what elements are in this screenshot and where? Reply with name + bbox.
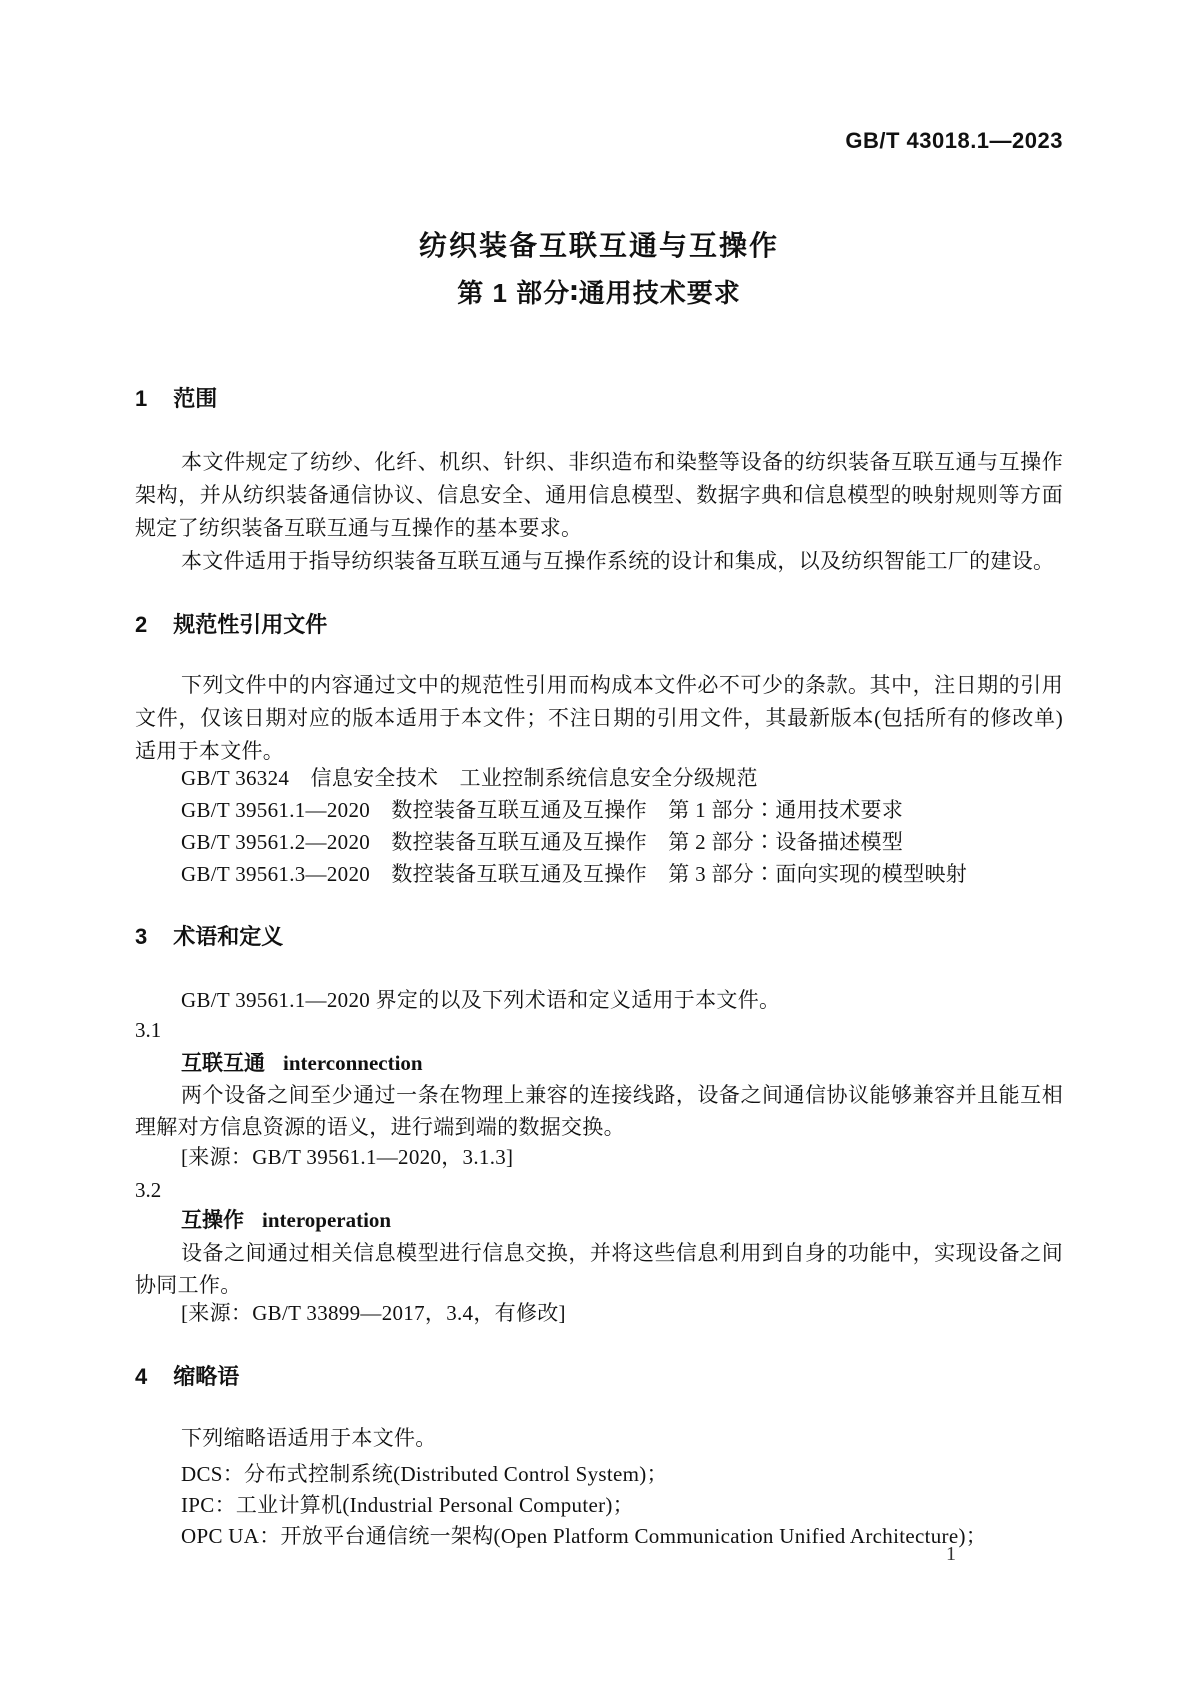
term-name-en: interoperation — [262, 1208, 392, 1232]
section-title: 术语和定义 — [173, 924, 284, 949]
section-title: 范围 — [173, 386, 218, 411]
term-source: [来源：GB/T 33899—2017，3.4，有修改] — [181, 1301, 566, 1325]
section-title: 缩略语 — [173, 1364, 240, 1389]
term-name-zh: 互联互通 — [181, 1052, 265, 1075]
section-number: 2 — [135, 612, 148, 637]
section-number: 3 — [135, 924, 148, 949]
page-number: 1 — [946, 1543, 956, 1565]
section-number: 4 — [135, 1364, 148, 1389]
reference-item: GB/T 36324 信息安全技术 工业控制系统信息安全分级规范 — [181, 766, 758, 790]
term-source: [来源：GB/T 39561.1—2020，3.1.3] — [181, 1145, 514, 1169]
term-name-en: interconnection — [283, 1051, 423, 1075]
section-heading-normative-refs — [135, 610, 1063, 640]
document-title-line1: 纺织装备互联互通与互操作 — [418, 230, 779, 261]
normative-refs-intro: 下列文件中的内容通过文中的规范性引用而构成本文件必不可少的条款。其中，注日期的引用文件，仅该日期对应的版本适用于本文件；不注日期的引用文件，其最新版本(包括所有的修改单)适用于本文件。 — [135, 673, 1063, 763]
abbreviations-intro: 下列缩略语适用于本文件。 — [181, 1426, 437, 1450]
section-title: 规范性引用文件 — [173, 612, 328, 637]
section-heading-scope — [135, 384, 1063, 414]
term-definition: 两个设备之间至少通过一条在物理上兼容的连接线路，设备之间通信协议能够兼容并且能互相理解对方信息资源的语义，进行端到端的数据交换。 — [135, 1083, 1063, 1139]
section-heading-terms — [135, 922, 1063, 952]
normative-refs-list — [135, 762, 1063, 890]
scope-paragraph-1: 本文件规定了纺纱、化纤、机织、针织、非织造布和染整等设备的纺织装备互联互通与互操作架构，并从纺织装备通信协议、信息安全、通用信息模型、数据字典和信息模型的映射规则等方面规定了纺织装备互联互通与互操作的基本要求。 — [135, 450, 1063, 540]
abbreviation-item: IPC：工业计算机(Industrial Personal Computer)； — [181, 1493, 634, 1517]
section-heading-abbreviations — [135, 1362, 1063, 1392]
abbreviation-item: OPC UA：开放平台通信统一架构(Open Platform Communication Unified Architecture)； — [181, 1524, 988, 1548]
reference-item: GB/T 39561.2—2020 数控装备互联互通及互操作 第 2 部分∶设备描述模型 — [181, 830, 904, 854]
scope-paragraph-2: 本文件适用于指导纺织装备互联互通与互操作系统的设计和集成，以及纺织智能工厂的建设。 — [181, 549, 1055, 573]
document-title-line2: 第 1 部分∶通用技术要求 — [457, 278, 741, 308]
reference-item: GB/T 39561.1—2020 数控装备互联互通及互操作 第 1 部分∶通用技术要求 — [181, 798, 904, 822]
term-number: 3.2 — [135, 1178, 162, 1202]
section-number: 1 — [135, 386, 148, 411]
term-number: 3.1 — [135, 1018, 162, 1042]
abbreviation-item: DCS：分布式控制系统(Distributed Control System)； — [181, 1462, 668, 1486]
terms-intro: GB/T 39561.1—2020 界定的以及下列术语和定义适用于本文件。 — [181, 988, 781, 1012]
term-definition: 设备之间通过相关信息模型进行信息交换，并将这些信息利用到自身的功能中，实现设备之间协同工作。 — [135, 1241, 1063, 1297]
reference-item: GB/T 39561.3—2020 数控装备互联互通及互操作 第 3 部分∶面向实现的模型映射 — [181, 862, 968, 886]
abbreviations-list — [135, 1459, 1063, 1552]
term-name-zh: 互操作 — [181, 1209, 244, 1232]
term-entry — [135, 1206, 1063, 1235]
term-entry — [135, 1049, 1063, 1078]
standard-number: GB/T 43018.1—2023 — [845, 128, 1063, 153]
